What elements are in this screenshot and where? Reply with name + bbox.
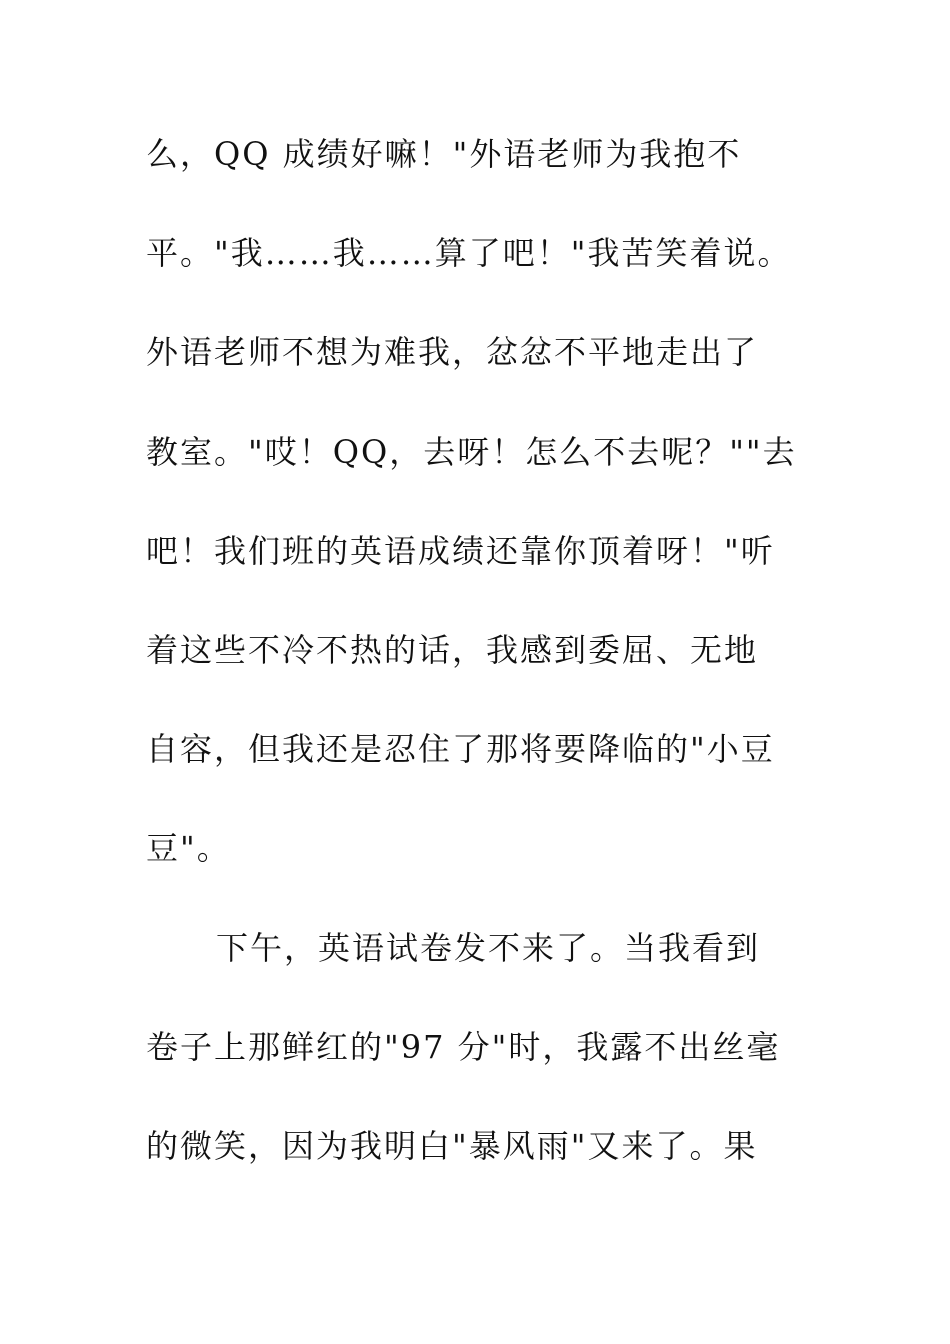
body-text	[146, 124, 846, 1215]
text-line: 的微笑，因为我明白"暴风雨"又来了。果	[146, 1126, 758, 1165]
text-line: 自容，但我还是忍住了那将要降临的"小豆	[146, 730, 775, 769]
text-line: 教室。"哎！QQ，去呀！怎么不去呢？""去	[146, 432, 797, 471]
text-line: 么，QQ 成绩好嘛！"外语老师为我抱不	[146, 135, 742, 173]
paragraph-start-line: 下午，英语试卷发不来了。当我看到	[216, 928, 761, 967]
text-line: 吧！我们班的英语成绩还靠你顶着呀！"听	[146, 531, 775, 570]
text-line: 卷子上那鲜红的"97 分"时，我露不出丝毫	[146, 1027, 781, 1066]
text-line: 豆"。	[146, 829, 231, 868]
text-line: 着这些不冷不热的话，我感到委屈、无地	[146, 630, 759, 669]
text-line: 外语老师不想为难我，忿忿不平地走出了	[146, 333, 759, 372]
text-line: 平。"我……我……算了吧！"我苦笑着说。	[146, 234, 792, 273]
